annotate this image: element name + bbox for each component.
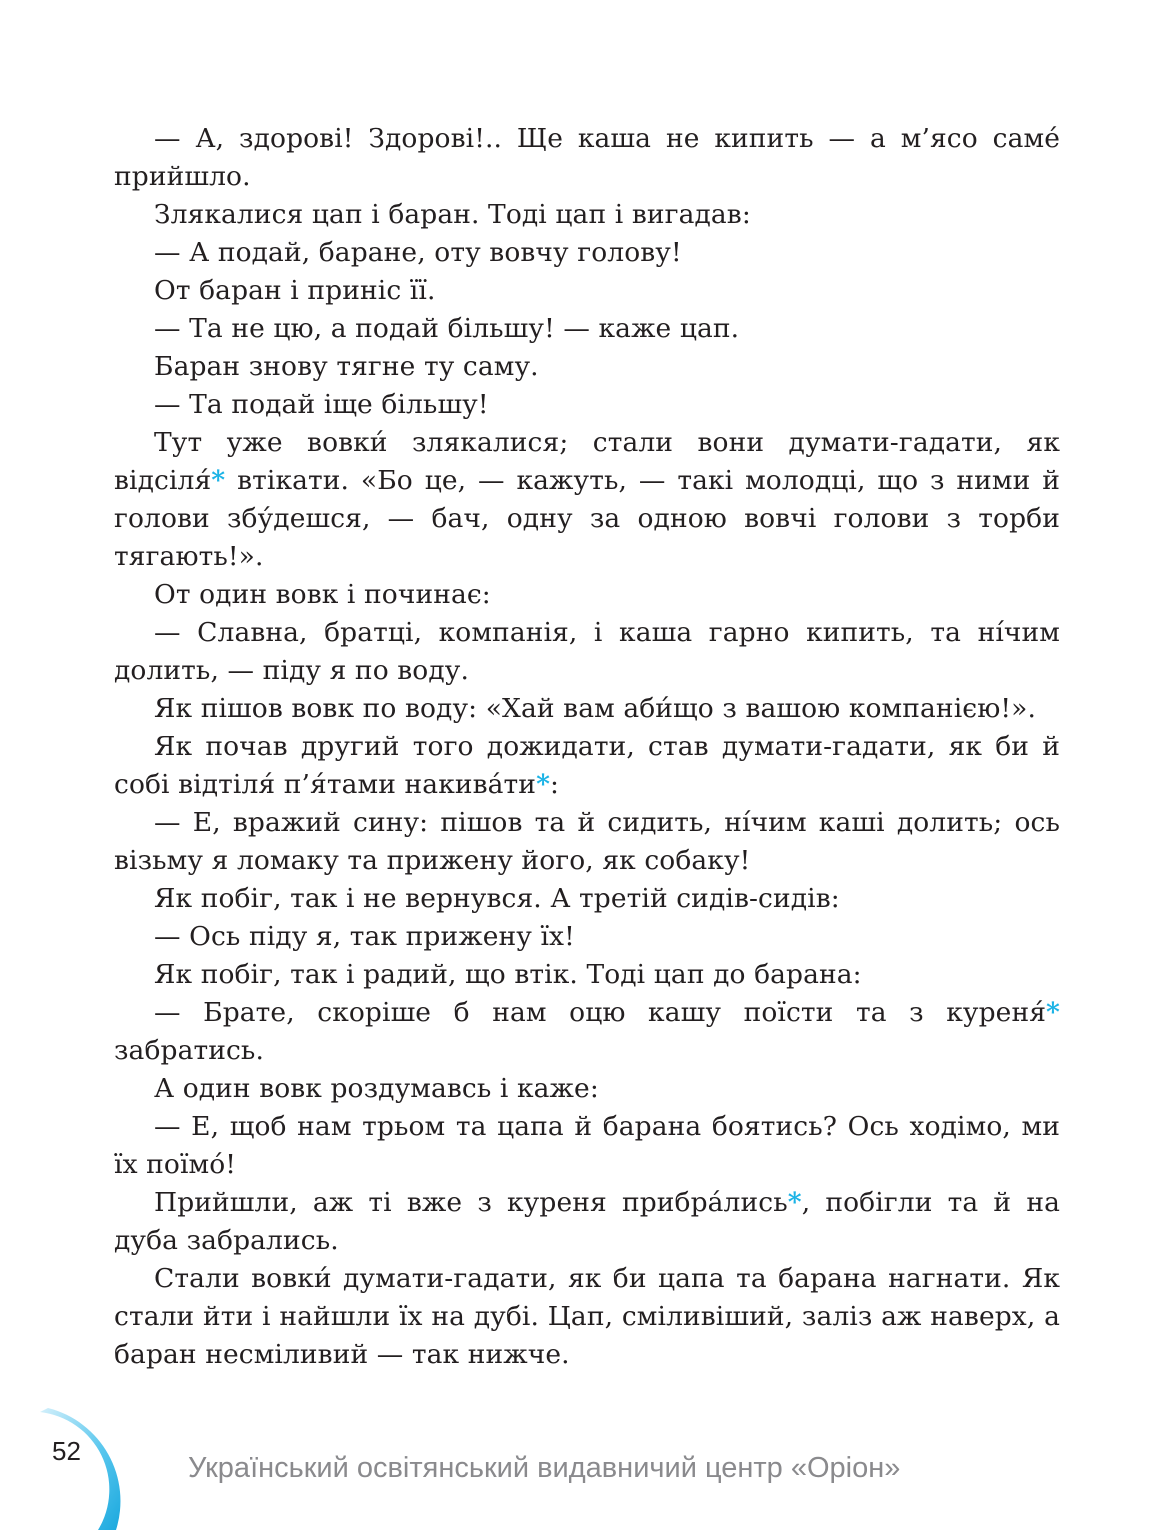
- story-paragraph: [114, 120, 1060, 196]
- paragraph-text: Як побіг, так і радий, що втік. Тоді цап до барана:: [154, 959, 862, 990]
- story-paragraph: [114, 386, 1060, 424]
- publisher-footer: Український освітянський видавничий центр «Оріон»: [188, 1452, 901, 1484]
- story-paragraph: [114, 804, 1060, 880]
- paragraph-text: — Ось піду я, так прижену їх!: [154, 921, 575, 952]
- paragraph-text: Як пішов вовк по воду: «Хай вам аби́що з вашою компанією!».: [154, 693, 1036, 724]
- story-paragraph: [114, 196, 1060, 234]
- paragraph-text: — Та подай іще більшу!: [154, 389, 489, 420]
- story-paragraph: [114, 728, 1060, 804]
- paragraph-text: забратись.: [114, 1035, 264, 1066]
- paragraph-text: От один вовк і починає:: [154, 579, 491, 610]
- paragraph-text: — Е, щоб нам трьом та цапа й барана боятись? Ось ходімо, ми їх поїмо́!: [114, 1111, 1060, 1180]
- story-paragraph: [114, 424, 1060, 576]
- story-paragraph: [114, 348, 1060, 386]
- paragraph-text: — Е, вражий сину: пішов та й сидить, ні́чим каші долить; ось візьму я ломаку та прижену його, як собаку!: [114, 807, 1060, 876]
- story-paragraph: [114, 1184, 1060, 1260]
- story-paragraph: [114, 994, 1060, 1070]
- story-paragraph: [114, 1260, 1060, 1374]
- page-footer: [0, 1400, 1162, 1530]
- page-number: 52: [52, 1436, 81, 1466]
- story-paragraph: [114, 614, 1060, 690]
- paragraph-text: Тут уже вовки́ злякалися; стали вони думати-гадати, як відсіля́: [114, 427, 1060, 496]
- paragraph-text: Прийшли, аж ті вже з куреня прибра́лись: [154, 1187, 788, 1218]
- story-text: [114, 120, 1060, 1374]
- paragraph-text: А один вовк роздумавсь і каже:: [154, 1073, 599, 1104]
- paragraph-text: :: [550, 769, 560, 800]
- story-paragraph: [114, 272, 1060, 310]
- story-paragraph: [114, 234, 1060, 272]
- story-paragraph: [114, 310, 1060, 348]
- paragraph-text: От баран і приніс її.: [154, 275, 436, 306]
- story-paragraph: [114, 1070, 1060, 1108]
- paragraph-text: втікати. «Бо це, — кажуть, — такі молодці, що з ними й голови збу́дешся, — бач, одну за одною вовчі голови з торби тягають!».: [114, 465, 1060, 572]
- paragraph-text: — Славна, братці, компанія, і каша гарно кипить, та ні́чим долить, — піду я по воду.: [114, 617, 1060, 686]
- paragraph-text: — Та не цю, а подай більшу! — каже цап.: [154, 313, 740, 344]
- story-paragraph: [114, 576, 1060, 614]
- paragraph-text: — Брате, скоріше б нам оцю кашу поїсти та з куреня́: [154, 997, 1047, 1028]
- story-paragraph: [114, 690, 1060, 728]
- paragraph-text: , побігли та й на дуба забрались.: [114, 1187, 1060, 1256]
- paragraph-text: Баран знову тягне ту саму.: [154, 351, 539, 382]
- paragraph-text: — А подай, баране, оту вовчу голову!: [154, 237, 682, 268]
- paragraph-text: Злякалися цап і баран. Тоді цап і вигадав:: [154, 199, 751, 230]
- paragraph-text: Як почав другий того дожидати, став думати-гадати, як би й собі відтіля́ п’я́тами накива́ти: [114, 731, 1060, 800]
- paragraph-text: Як побіг, так і не вернувся. А третій сидів-сидів:: [154, 883, 840, 914]
- paragraph-text: — А, здорові! Здорові!.. Ще каша не кипить — а м’ясо саме́ прийшло.: [114, 123, 1060, 192]
- footnote-asterisk: *: [211, 465, 226, 496]
- footnote-asterisk: *: [536, 769, 551, 800]
- paragraph-text: Стали вовки́ думати-гадати, як би цапа та барана нагнати. Як стали йти і найшли їх на дубі. Цап, сміливіший, заліз аж наверх, а баран несміливий — так нижче.: [114, 1263, 1060, 1370]
- story-paragraph: [114, 1108, 1060, 1184]
- footnote-asterisk: *: [787, 1187, 802, 1218]
- story-paragraph: [114, 956, 1060, 994]
- story-paragraph: [114, 880, 1060, 918]
- story-paragraph: [114, 918, 1060, 956]
- footnote-asterisk: *: [1046, 997, 1060, 1028]
